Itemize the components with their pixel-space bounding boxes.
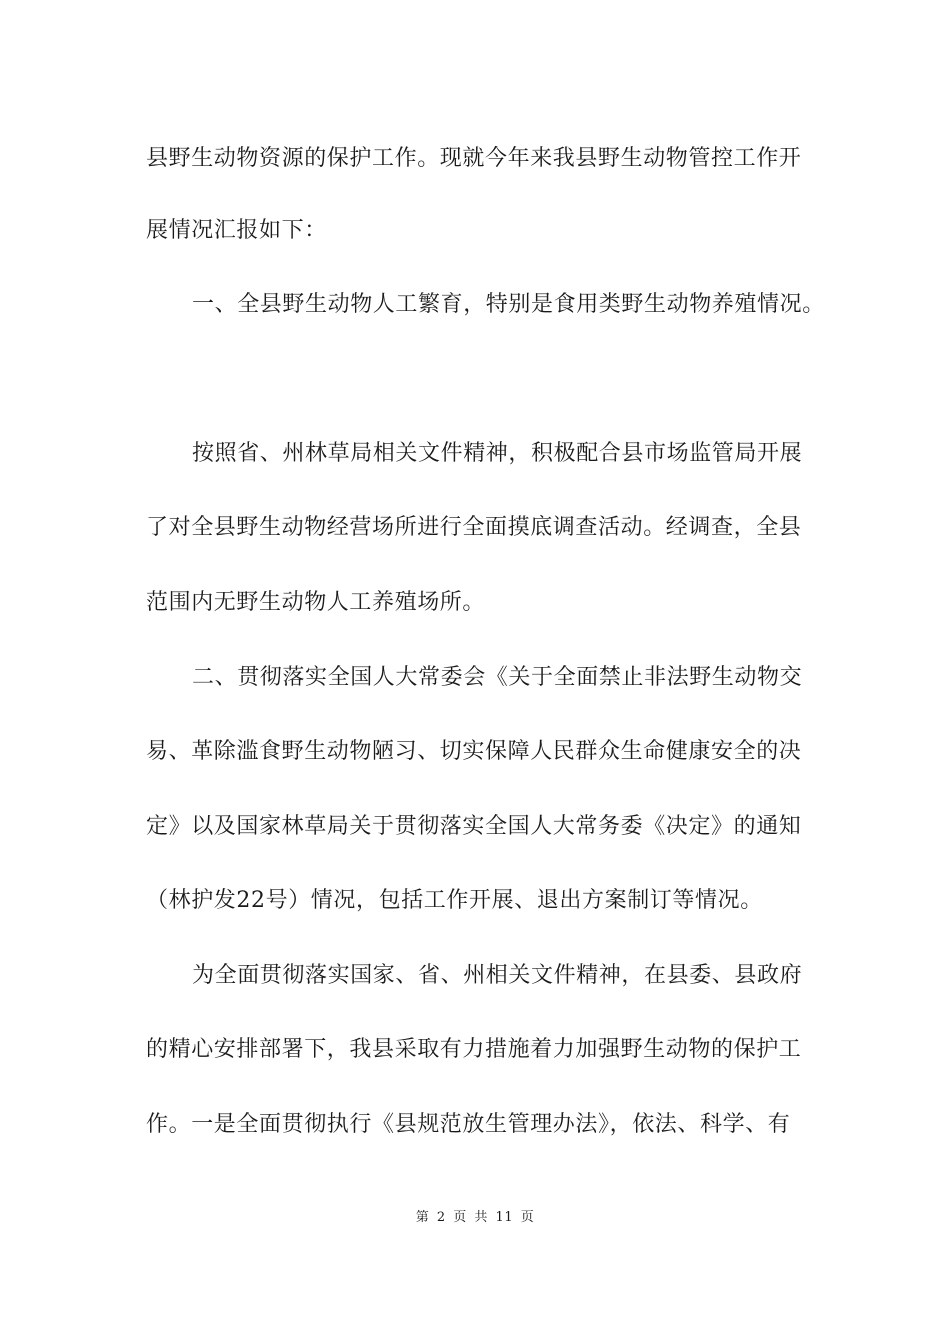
body-text-line: 展情况汇报如下： — [146, 218, 327, 243]
body-text-line: 了对全县野生动物经营场所进行全面摸底调查活动。经调查，全县 — [146, 515, 802, 540]
section-heading-1: 一、全县野生动物人工繁育，特别是食用类野生动物养殖情况。 — [192, 292, 825, 317]
body-text-line: 范围内无野生动物人工养殖场所。 — [146, 590, 486, 615]
body-text-line: 县野生动物资源的保护工作。现就今年来我县野生动物管控工作开 — [146, 146, 802, 171]
body-text-line: 的精心安排部署下，我县采取有力措施着力加强野生动物的保护工 — [146, 1037, 802, 1062]
page-number-footer: 第 2 页 共 11 页 — [415, 1210, 535, 1225]
body-text-line: 定》以及国家林草局关于贯彻落实全国人大常务委《决定》的通知 — [146, 814, 802, 839]
body-text-line: 作。一是全面贯彻执行《县规范放生管理办法》，依法、科学、有 — [146, 1112, 791, 1137]
body-text-line: 易、革除滥食野生动物陋习、切实保障人民群众生命健康安全的决 — [146, 739, 802, 764]
body-text-line: （林护发22号）情况，包括工作开展、退出方案制订等情况。 — [146, 888, 763, 913]
body-text-line: 为全面贯彻落实国家、省、州相关文件精神，在县委、县政府 — [192, 963, 803, 988]
section-heading-2: 二、贯彻落实全国人大常委会《关于全面禁止非法野生动物交 — [192, 665, 803, 690]
body-text-line: 按照省、州林草局相关文件精神，积极配合县市场监管局开展 — [192, 441, 803, 466]
